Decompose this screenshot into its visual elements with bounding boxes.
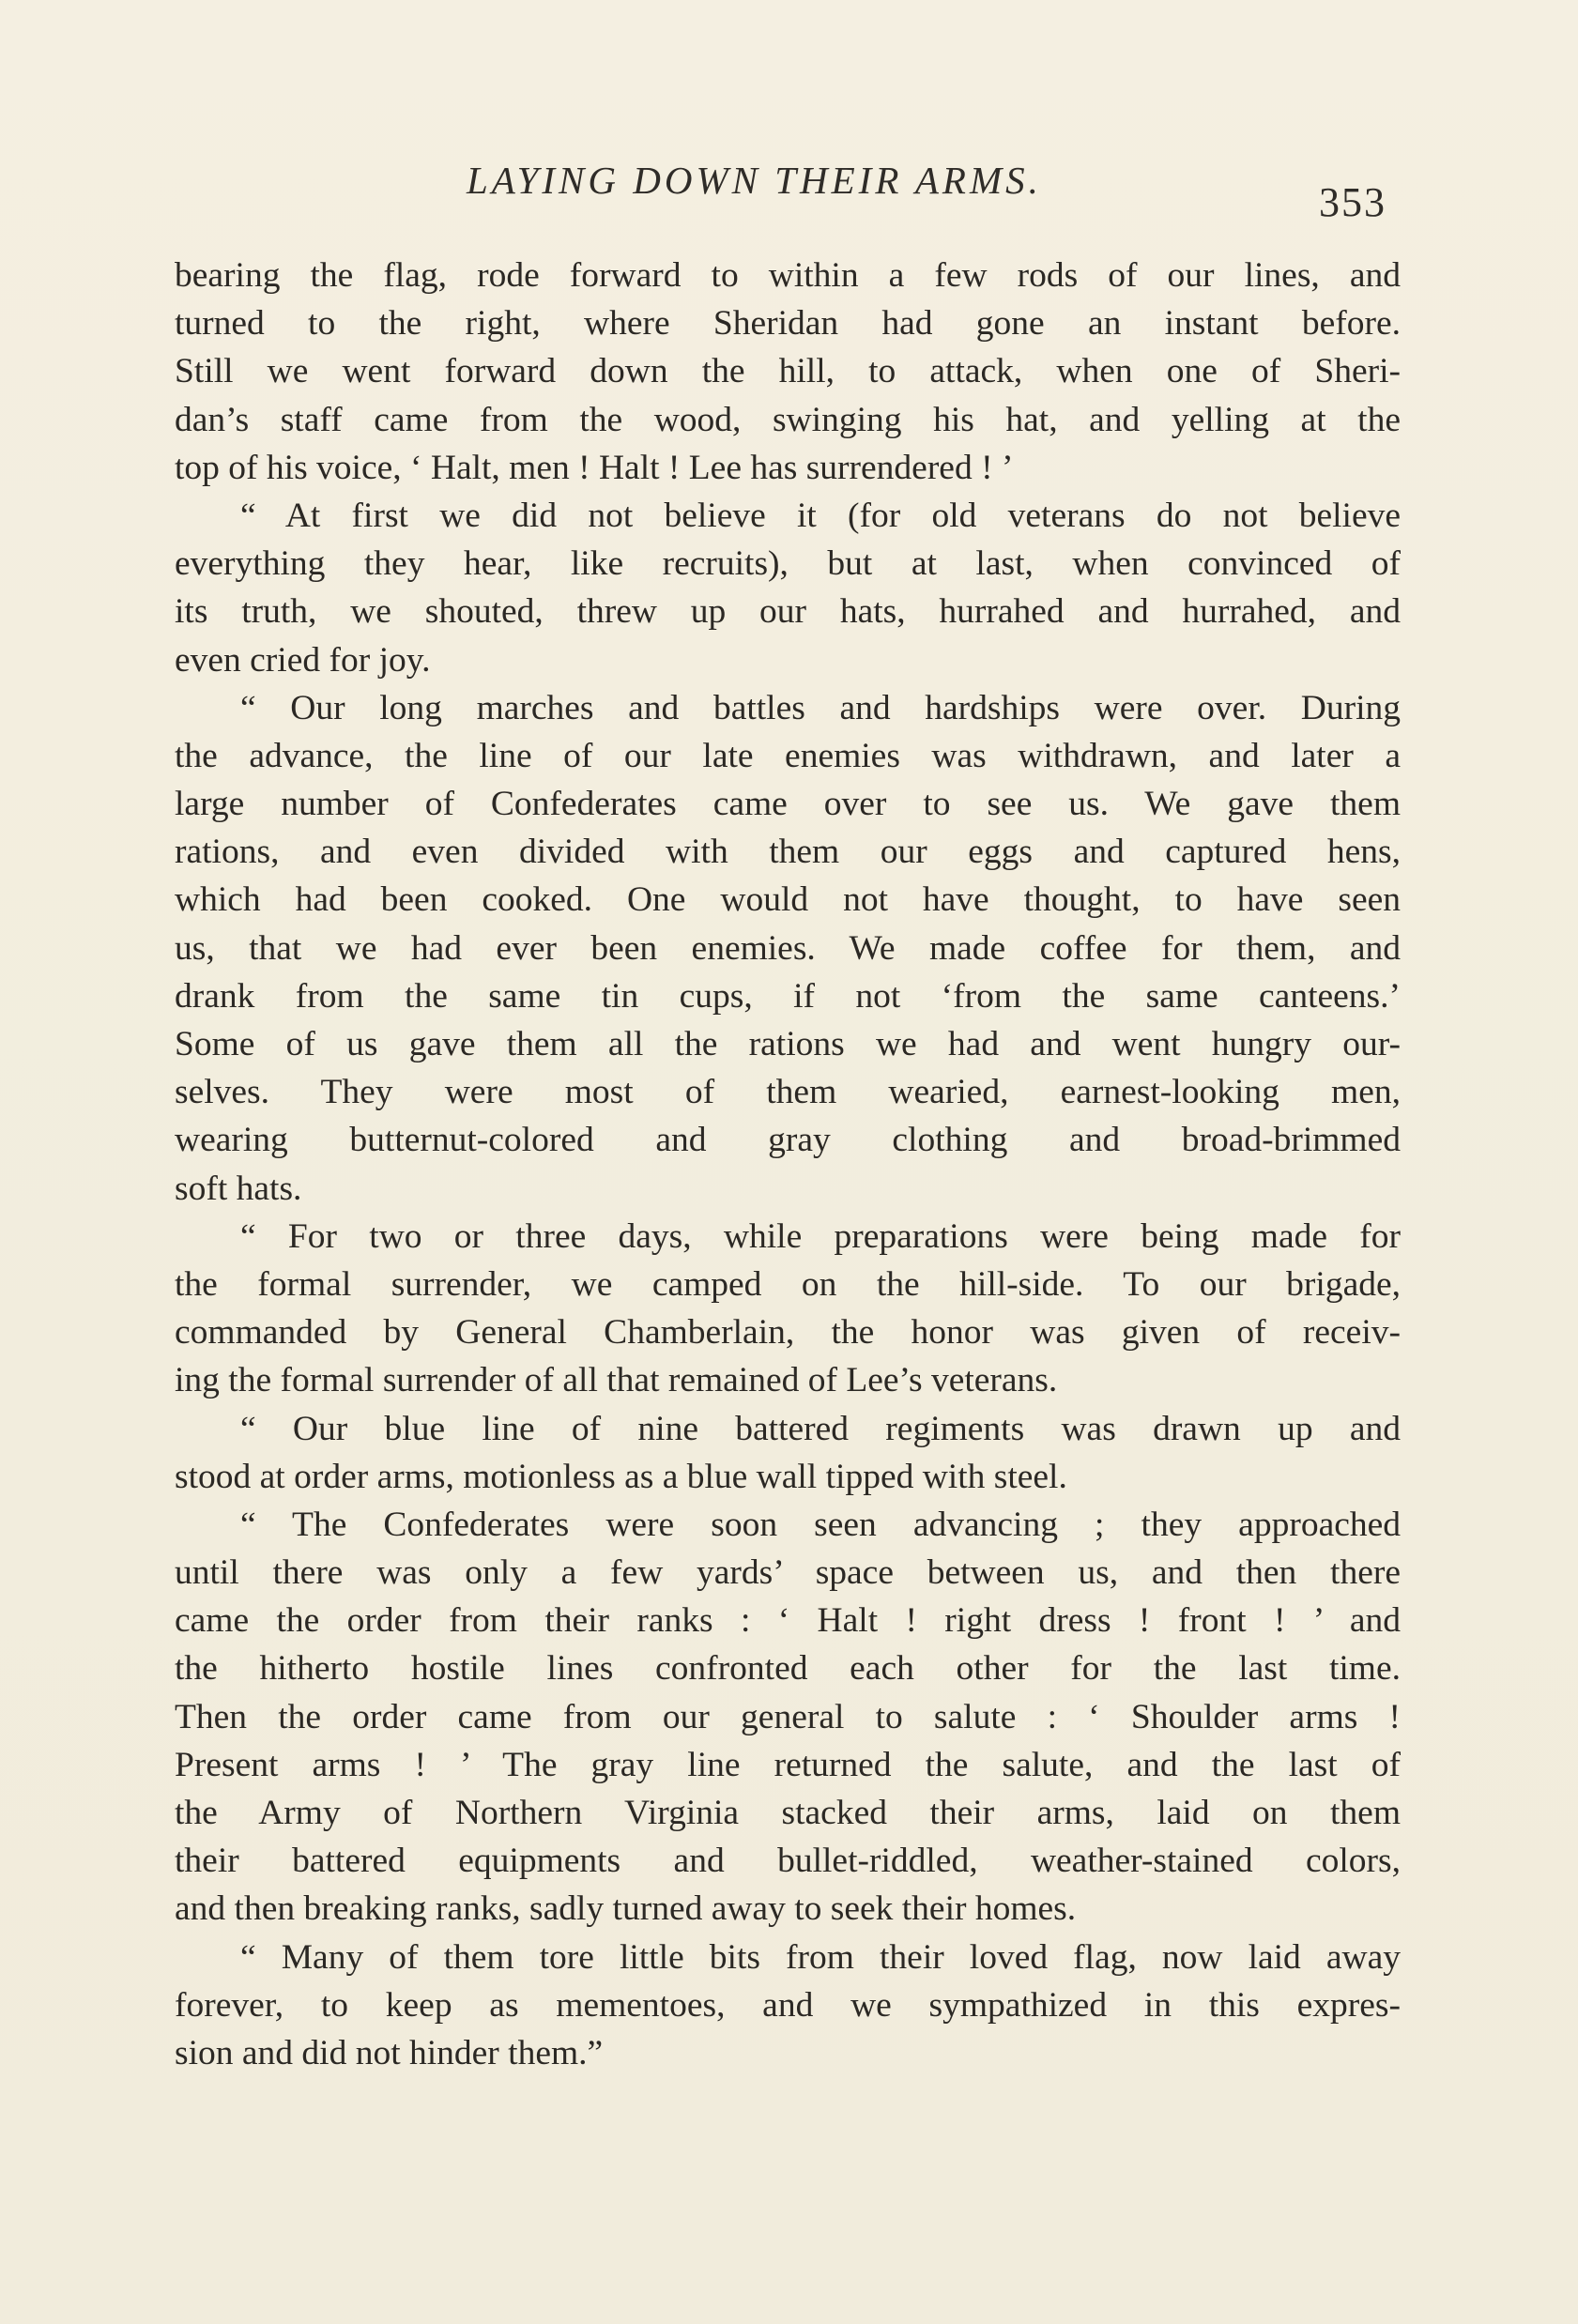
text-line: commanded by General Chamberlain, the honor was given of receiv-	[175, 1313, 1401, 1353]
text-line: us, that we had ever been enemies. We made coffee for them, and	[175, 928, 1401, 968]
text-line: stood at order arms, motionless as a blue wall tipped with steel.	[175, 1457, 1067, 1496]
text-line: the Army of Northern Virginia stacked their arms, laid on them	[175, 1794, 1401, 1832]
text-line: bearing the flag, rode forward to within a few rods of our lines, and	[175, 256, 1401, 295]
running-title: LAYING DOWN THEIR ARMS.	[467, 159, 1042, 202]
text-line: rations, and even divided with them our eggs and captured hens,	[175, 833, 1401, 872]
text-line: the formal surrender, we camped on the hill-side. To our brigade,	[175, 1264, 1401, 1304]
text-line: turned to the right, where Sheridan had gone an instant before.	[175, 304, 1401, 344]
text-line: Some of us gave them all the rations we had and went hungry our-	[175, 1025, 1401, 1063]
text-line: “ The Confederates were soon seen advancing ; they approached	[240, 1505, 1401, 1544]
text-line: selves. They were most of them wearied, earnest-looking men,	[175, 1073, 1401, 1112]
text-line: the advance, the line of our late enemies was withdrawn, and later a	[175, 736, 1401, 775]
text-line: large number of Confederates came over to see us. We gave them	[175, 785, 1401, 824]
text-line: “ Our blue line of nine battered regiments was drawn up and	[240, 1409, 1401, 1448]
text-line: top of his voice, ‘ Halt, men ! Halt ! Lee has surrendered ! ’	[175, 448, 1014, 487]
text-line: “ Many of them tore little bits from their loved flag, now laid away	[240, 1937, 1401, 1977]
running-head	[0, 158, 1578, 225]
text-line: “ Our long marches and battles and hardships were over. During	[240, 688, 1401, 727]
text-line: which had been cooked. One would not have thought, to have seen	[175, 880, 1401, 920]
text-line: “ At first we did not believe it (for old veterans do not believe	[240, 496, 1401, 535]
text-line: and then breaking ranks, sadly turned away to seek their homes.	[175, 1889, 1077, 1929]
text-line: “ For two or three days, while preparations were being made for	[240, 1216, 1401, 1256]
text-line: forever, to keep as mementoes, and we sympathized in this expres-	[175, 1985, 1401, 2025]
text-line: Present arms ! ’ The gray line returned the salute, and the last of	[175, 1745, 1401, 1784]
text-line: ing the formal surrender of all that remained of Lee’s veterans.	[175, 1361, 1058, 1400]
text-line: their battered equipments and bullet-riddled, weather-stained colors,	[175, 1842, 1401, 1881]
text-line: Then the order came from our general to salute : ‘ Shoulder arms !	[175, 1697, 1401, 1736]
text-line: its truth, we shouted, threw up our hats, hurrahed and hurrahed, and	[175, 592, 1401, 632]
text-line: until there was only a few yards’ space between us, and then there	[175, 1553, 1401, 1593]
text-line: the hitherto hostile lines confronted each other for the last time.	[175, 1649, 1401, 1689]
text-line: wearing butternut-colored and gray clothing and broad-brimmed	[175, 1121, 1401, 1160]
text-line: everything they hear, like recruits), but at last, when convinced of	[175, 544, 1401, 584]
text-line: came the order from their ranks : ‘ Halt ! right dress ! front ! ’ and	[175, 1601, 1401, 1641]
text-line: Still we went forward down the hill, to attack, when one of Sheri-	[175, 352, 1401, 391]
body-text	[175, 252, 1401, 2077]
text-line: soft hats.	[175, 1169, 302, 1208]
text-line: even cried for joy.	[175, 640, 431, 680]
text-line: drank from the same tin cups, if not ‘from the same canteens.’	[175, 976, 1401, 1016]
text-line: sion and did not hinder them.”	[175, 2033, 604, 2072]
text-line: dan’s staff came from the wood, swinging his hat, and yelling at the	[175, 400, 1401, 439]
page-number: 353	[1319, 179, 1386, 225]
